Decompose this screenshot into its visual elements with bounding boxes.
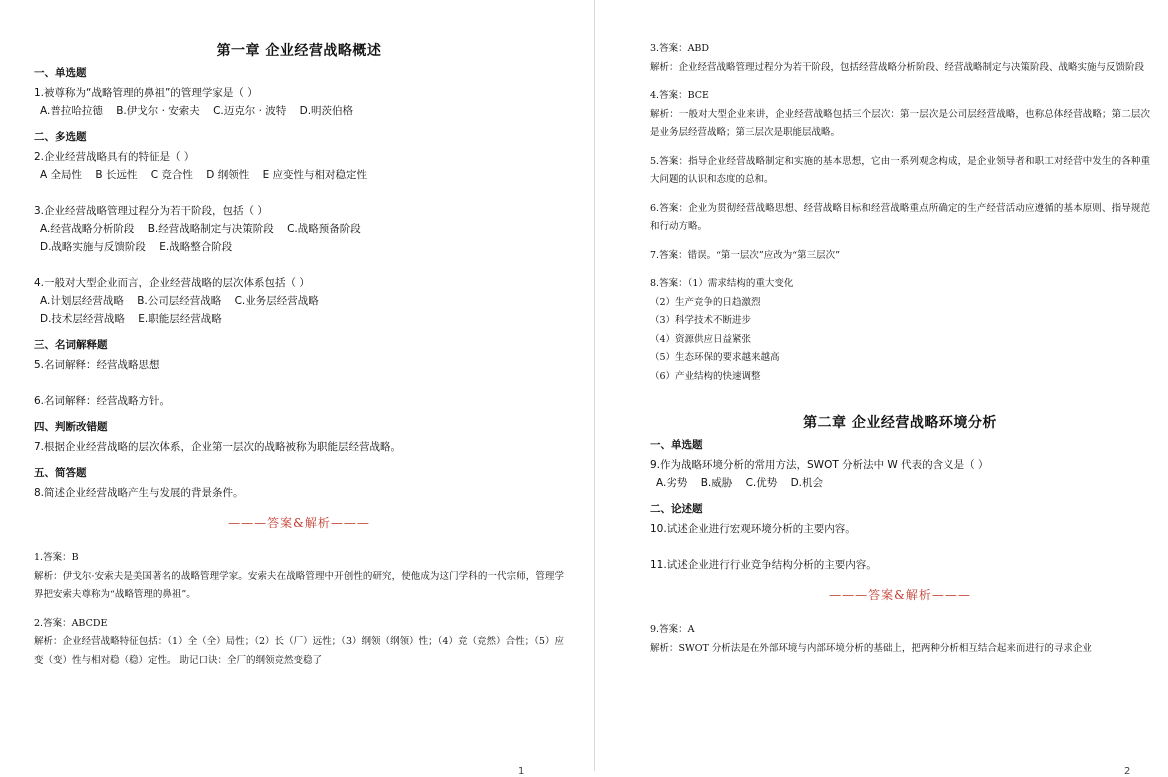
answer-8: 8.答案：（1）需求结构的重大变化 [650, 278, 794, 289]
question-3-options [40, 238, 564, 256]
question-5: 5.名词解释：经营战略思想 [34, 359, 160, 371]
option: D 纲领性 [206, 169, 250, 181]
answer-9-explanation: 解析：SWOT 分析法是在外部环境与内部环境分析的基础上，把两种分析相互结合起来而进行的寻求企业 [650, 642, 1092, 654]
answer-5: 5.答案：指导企业经营战略制定和实施的基本思想，它由一系列观念构成，是企业领导者和职工对经营中发生的各种重大问题的认识和态度的总和。 [650, 155, 1150, 185]
option: E.职能层经营战略 [138, 313, 222, 325]
option: C.战略预备阶段 [287, 223, 361, 235]
list-item: （6）产业结构的快速调整 [650, 370, 761, 382]
option: C 竞合性 [150, 169, 193, 181]
question-8: 8.简述企业经营战略产生与发展的背景条件。 [34, 487, 244, 499]
option: B 长远性 [95, 169, 138, 181]
option: D.技术层经营战略 [40, 313, 125, 325]
question-2: 2.企业经营战略具有的特征是（ ） [34, 151, 195, 163]
section-title: 五、简答题 [34, 467, 87, 479]
option: B.经营战略制定与决策阶段 [147, 223, 274, 235]
section-title: 二、论述题 [650, 503, 703, 515]
list-item: （3）科学技术不断进步 [650, 315, 752, 326]
answer-header: ———答案&解析——— [228, 516, 370, 530]
section-title: 一、单选题 [34, 67, 87, 79]
answer-9: 9.答案：A [650, 624, 695, 635]
list-item: （5）生态环保的要求越来越高 [650, 352, 780, 363]
option: A.普拉哈拉德 [40, 105, 103, 117]
section-title: 三、名词解释题 [34, 339, 108, 351]
question-10: 10.试述企业进行宏观环境分析的主要内容。 [650, 523, 856, 535]
answer-2: 2.答案：ABCDE [34, 617, 108, 629]
option: B.威胁 [700, 477, 733, 489]
answer-1: 1.答案：B [34, 552, 79, 563]
list-item: （4）资源供应日益紧张 [650, 333, 752, 345]
section-title: 一、单选题 [650, 439, 703, 451]
answer-4: 4.答案：BCE [650, 90, 709, 101]
option: A.经营战略分析阶段 [40, 223, 135, 235]
question-1: 1.被尊称为“战略管理的鼻祖”的管理学家是（ ） [34, 87, 258, 99]
question-11: 11.试述企业进行行业竞争结构分析的主要内容。 [650, 559, 877, 571]
question-9-options [656, 474, 1150, 492]
chapter-title: 第一章 企业经营战略概述 [216, 43, 382, 59]
question-9: 9.作为战略环境分析的常用方法，SWOT 分析法中 W 代表的含义是（ ） [650, 459, 989, 471]
question-3: 3.企业经营战略管理过程分为若干阶段，包括（ ） [34, 205, 268, 217]
list-item: （2）生产竞争的日趋激烈 [650, 296, 761, 308]
option: E.战略整合阶段 [159, 241, 233, 253]
question-1-options [40, 102, 564, 120]
question-4-options [40, 310, 564, 328]
option: C.业务层经营战略 [234, 295, 319, 307]
option: A.劣势 [656, 477, 688, 489]
chapter-title: 第二章 企业经营战略环境分析 [803, 415, 997, 431]
option: D.战略实施与反馈阶段 [40, 241, 146, 253]
option: A 全局性 [40, 169, 83, 181]
answer-4-explanation: 解析：一般对大型企业来讲，企业经营战略包括三个层次：第一层次是公司层经营战略，也称总体经营战略；第二层次是业务层经营战略；第三层次是职能层战略。 [650, 108, 1150, 138]
section-title: 二、多选题 [34, 131, 87, 143]
question-7: 7.根据企业经营战略的层次体系，企业第一层次的战略被称为职能层经营战略。 [34, 441, 402, 453]
option: C.优势 [745, 477, 778, 489]
question-6: 6.名词解释：经营战略方针。 [34, 395, 171, 407]
question-2-options [40, 166, 564, 184]
option: A.计划层经营战略 [40, 295, 124, 307]
answer-7: 7.答案：错误。“第一层次”应改为“第三层次” [650, 249, 840, 261]
option: B.公司层经营战略 [137, 295, 222, 307]
option: B.伊戈尔 · 安索夫 [116, 105, 200, 117]
answer-3: 3.答案：ABD [650, 43, 710, 54]
question-4: 4.一般对大型企业而言，企业经营战略的层次体系包括（ ） [34, 277, 310, 289]
page-number: 2 [1124, 766, 1131, 777]
answer-2-explanation: 解析：企业经营战略特征包括：（1）全（全）局性；（2）长（厂）远性；（3）纲领（纲领）性；（4）竞（竞然）合性；（5）应变（变）性与相对稳（稳）定性。 助记口诀：全厂的纲领竞然变稳了 [34, 636, 564, 666]
answer-header: ———答案&解析——— [829, 588, 971, 602]
option: C.迈克尔 · 波特 [213, 105, 287, 117]
question-3-options [40, 220, 564, 238]
question-4-options [40, 292, 564, 310]
page-number: 1 [518, 766, 525, 777]
section-title: 四、判断改错题 [34, 421, 108, 433]
right-page [584, 0, 1168, 777]
answer-3-explanation: 解析：企业经营战略管理过程分为若干阶段，包括经营战略分析阶段、经营战略制定与决策阶段、战略实施与反馈阶段 [650, 61, 1145, 73]
answer-1-explanation: 解析：伊戈尔·安索夫是美国著名的战略管理学家。安索夫在战略管理中开创性的研究，使他成为这门学科的一代宗师，管理学界把安索夫尊称为“战略管理的鼻祖”。 [34, 570, 564, 600]
answer-6: 6.答案：企业为贯彻经营战略思想、经营战略目标和经营战略重点所确定的生产经营活动应遵循的基本原则、指导规范和行动方略。 [650, 202, 1150, 232]
option: D.明茨伯格 [299, 105, 354, 117]
option: D.机会 [790, 477, 824, 489]
option: E 应变性与相对稳定性 [262, 169, 368, 181]
